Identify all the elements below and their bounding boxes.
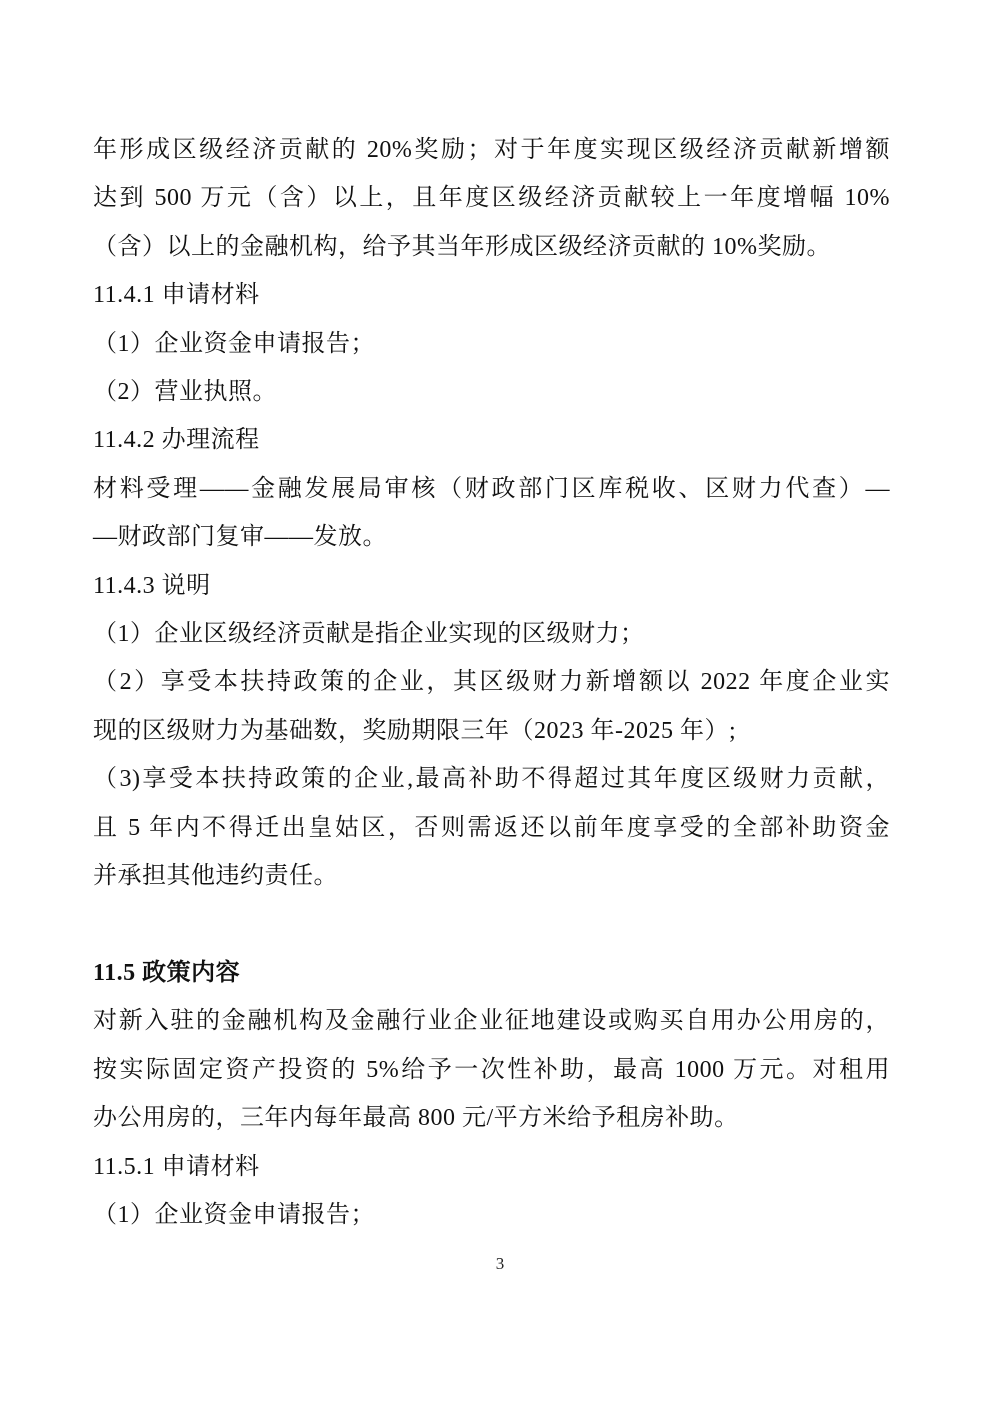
document-line: （3)享受本扶持政策的企业,最高补助不得超过其年度区级财力贡献， (93, 766, 890, 793)
subsection-heading-11-5-1: 11.5.1 申请材料 (93, 1153, 260, 1180)
document-line: 按实际固定资产投资的 5%给予一次性补助，最高 1000 万元。对租用 (93, 1056, 890, 1083)
document-line: 办公用房的，三年内每年最高 800 元/平方米给予租房补助。 (93, 1105, 739, 1132)
document-line: 达到 500 万元（含）以上，且年度区级经济贡献较上一年度增幅 10% (93, 185, 890, 212)
document-line: 材料受理——金融发展局审核（财政部门区库税收、区财力代查）— (93, 475, 890, 502)
document-line: 对新入驻的金融机构及金融行业企业征地建设或购买自用办公用房的， (93, 1008, 890, 1035)
document-line: （1）企业资金申请报告； (93, 330, 375, 357)
document-line: 并承担其他违约责任。 (93, 863, 338, 890)
subsection-heading-11-4-1: 11.4.1 申请材料 (93, 282, 260, 309)
document-text-block (93, 126, 890, 1239)
document-line: 年形成区级经济贡献的 20%奖励；对于年度实现区级经济贡献新增额 (93, 137, 890, 163)
subsection-heading-11-4-2: 11.4.2 办理流程 (93, 427, 260, 454)
document-line: 现的区级财力为基础数，奖励期限三年（2023 年-2025 年）; (93, 717, 737, 744)
subsection-heading-11-4-3: 11.4.3 说明 (93, 572, 211, 599)
document-line: —财政部门复审——发放。 (93, 524, 387, 551)
document-line: （1）企业区级经济贡献是指企业实现的区级财力； (93, 621, 645, 648)
document-line: 且 5 年内不得迁出皇姑区，否则需返还以前年度享受的全部补助资金 (93, 814, 890, 841)
document-line: （2）营业执照。 (93, 379, 277, 406)
document-line: （1）企业资金申请报告； (93, 1201, 375, 1228)
page-number: 3 (495, 1254, 505, 1273)
document-line: （含）以上的金融机构，给予其当年形成区级经济贡献的 10%奖励。 (93, 233, 831, 260)
section-heading-11-5: 11.5 政策内容 (93, 959, 241, 986)
document-line: （2）享受本扶持政策的企业，其区级财力新增额以 2022 年度企业实 (93, 669, 890, 696)
